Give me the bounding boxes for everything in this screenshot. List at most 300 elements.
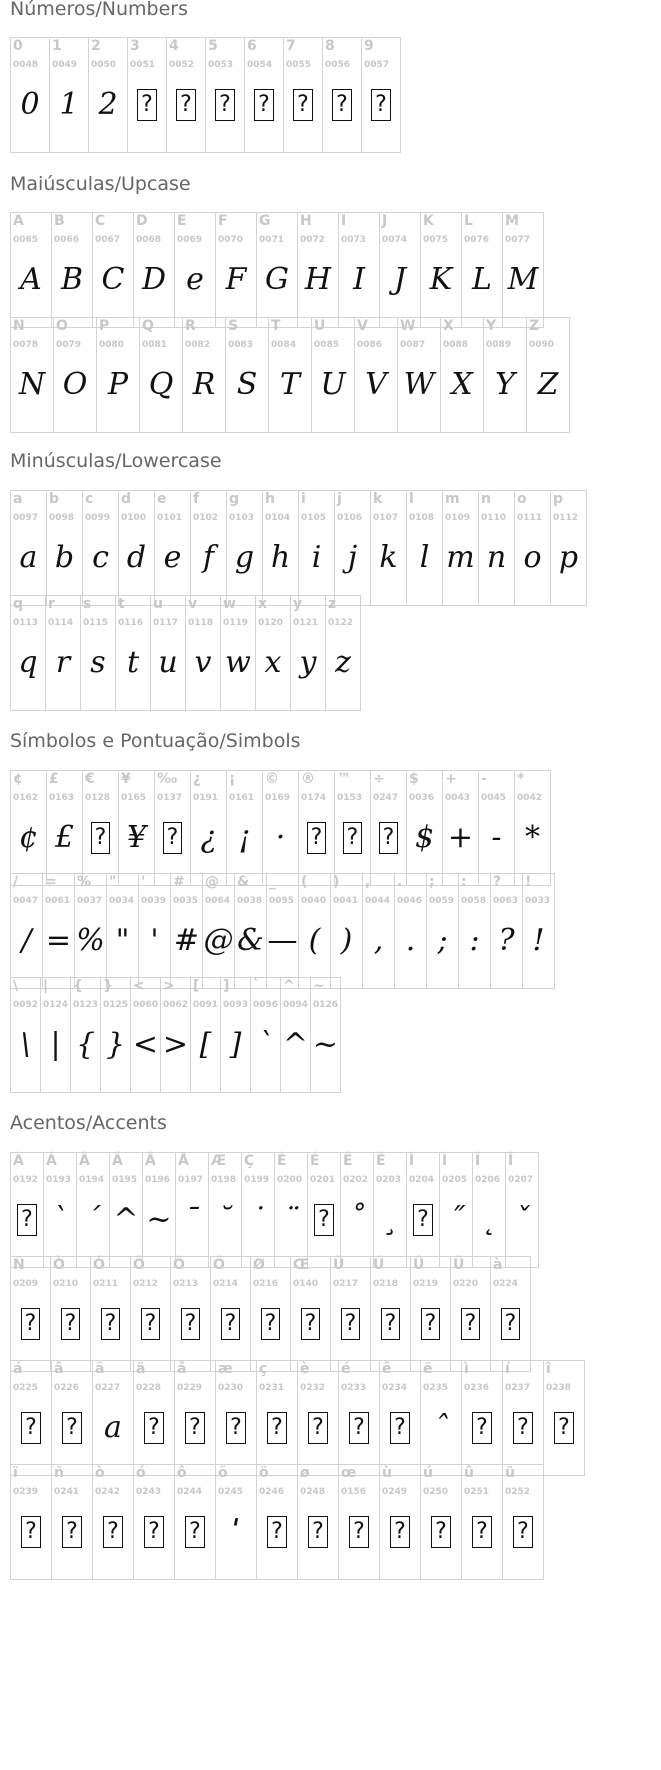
- character-code: 0080: [99, 340, 125, 350]
- glyph-preview: s: [90, 645, 106, 680]
- glyph-preview: q: [18, 645, 38, 680]
- glyph-preview: [251, 1307, 290, 1341]
- character-label: W: [400, 318, 416, 334]
- character-label: R: [185, 318, 196, 334]
- character-code: 0081: [142, 340, 168, 350]
- missing-glyph-box: ?: [307, 822, 327, 854]
- glyph-cell: [139, 317, 183, 433]
- character-code: 0098: [49, 513, 75, 523]
- glyph-cell: [472, 1152, 506, 1268]
- glyph-preview: X: [451, 367, 473, 402]
- character-label: ö: [259, 1465, 269, 1481]
- missing-glyph-box: ?: [215, 89, 235, 121]
- glyph-preview: ¥: [126, 820, 147, 855]
- missing-glyph-box: ?: [332, 89, 352, 121]
- missing-glyph-box: ?: [314, 1204, 334, 1236]
- character-code: 0162: [13, 793, 39, 803]
- glyph-preview: ?: [498, 923, 515, 958]
- glyph-cell: [170, 1256, 211, 1372]
- missing-glyph-box: ?: [221, 1308, 241, 1340]
- glyph-preview: -: [491, 820, 502, 855]
- character-code: 0109: [445, 513, 471, 523]
- glyph-row: [10, 490, 586, 606]
- character-label: :: [461, 874, 467, 890]
- glyph-cell: [394, 873, 427, 989]
- glyph-preview: +: [447, 820, 474, 855]
- character-code: 0112: [553, 513, 579, 523]
- character-code: 0202: [343, 1175, 369, 1185]
- glyph-cell: [241, 1152, 275, 1268]
- character-label: ;: [429, 874, 435, 890]
- character-label: ": [109, 874, 117, 890]
- character-label: í: [505, 1361, 510, 1377]
- character-label: h: [265, 491, 275, 507]
- character-label: %: [77, 874, 92, 890]
- character-label: {: [73, 978, 83, 994]
- glyph-row: [10, 212, 543, 328]
- character-code: 0085: [314, 340, 340, 350]
- character-code: 0241: [54, 1487, 80, 1497]
- glyph-cell: [215, 1360, 257, 1476]
- character-code: 0051: [130, 60, 156, 70]
- character-code: 0246: [259, 1487, 285, 1497]
- character-label: q: [13, 596, 24, 612]
- character-code: 0120: [258, 618, 284, 628]
- glyph-cell: [439, 1152, 473, 1268]
- glyph-cell: [410, 1256, 451, 1372]
- glyph-cell: [338, 1360, 380, 1476]
- glyph-preview: D: [141, 262, 167, 297]
- glyph-cell: [82, 770, 119, 886]
- glyph-preview: [323, 88, 361, 122]
- character-label: Æ: [211, 1153, 227, 1169]
- glyph-cell: [115, 595, 151, 711]
- character-label: ®: [301, 771, 315, 787]
- glyph-cell: [82, 490, 119, 606]
- character-code: 0061: [45, 896, 71, 906]
- glyph-preview: ^: [113, 1202, 139, 1237]
- missing-glyph-box: ?: [144, 1516, 164, 1548]
- character-code: 0195: [112, 1175, 138, 1185]
- character-label: $: [409, 771, 419, 787]
- character-label: Ô: [133, 1257, 145, 1273]
- glyph-preview: ¿: [200, 820, 217, 855]
- character-code: 0235: [423, 1383, 449, 1393]
- glyph-preview: ˆ: [433, 1410, 449, 1445]
- missing-glyph-box: ?: [267, 1412, 287, 1444]
- glyph-row: [10, 1360, 584, 1476]
- character-code: 0064: [205, 896, 231, 906]
- glyph-preview: Z: [537, 367, 559, 402]
- character-label: O: [56, 318, 68, 334]
- character-code: 0036: [409, 793, 435, 803]
- character-code: 0228: [136, 1383, 162, 1393]
- glyph-preview: m: [446, 540, 475, 575]
- glyph-preview: e: [163, 540, 182, 575]
- glyph-preview: y: [299, 645, 317, 680]
- glyph-preview: =: [45, 923, 72, 958]
- character-label: J: [382, 213, 388, 229]
- glyph-preview: r: [55, 645, 71, 680]
- glyph-preview: w: [225, 645, 251, 680]
- character-label: Ò: [53, 1257, 65, 1273]
- character-label: M: [505, 213, 519, 229]
- character-label: Ã: [112, 1153, 123, 1169]
- character-code: 0225: [13, 1383, 39, 1393]
- glyph-cell: [76, 1152, 110, 1268]
- character-code: 0201: [310, 1175, 336, 1185]
- character-label: ¢: [13, 771, 23, 787]
- glyph-preview: [206, 88, 244, 122]
- missing-glyph-box: ?: [103, 1516, 123, 1548]
- glyph-cell: [310, 977, 341, 1093]
- glyph-preview: a: [104, 1410, 122, 1445]
- glyph-preview: o: [523, 540, 542, 575]
- glyph-cell: [461, 1360, 503, 1476]
- character-code: 0084: [271, 340, 297, 350]
- glyph-cell: [10, 1256, 51, 1372]
- glyph-preview: {: [75, 1027, 96, 1062]
- glyph-cell: [215, 1464, 257, 1580]
- character-code: 0073: [341, 235, 367, 245]
- glyph-preview: &: [237, 923, 264, 958]
- character-label: 0: [13, 38, 23, 54]
- glyph-preview: `: [52, 1202, 68, 1237]
- character-code: 0067: [95, 235, 121, 245]
- character-code: 0206: [475, 1175, 501, 1185]
- character-code: 0035: [173, 896, 199, 906]
- character-code: 0111: [517, 513, 543, 523]
- glyph-row: [10, 873, 554, 989]
- character-label: ú: [423, 1465, 433, 1481]
- character-label: /: [13, 874, 19, 890]
- character-label: D: [136, 213, 148, 229]
- character-label: (: [301, 874, 308, 890]
- character-label: >: [163, 978, 175, 994]
- character-label: 4: [169, 38, 179, 54]
- character-label: S: [228, 318, 239, 334]
- glyph-cell: [88, 37, 128, 153]
- character-code: 0243: [136, 1487, 162, 1497]
- glyph-cell: [51, 1360, 93, 1476]
- glyph-preview: [299, 821, 334, 855]
- glyph-preview: ˛: [481, 1202, 497, 1237]
- glyph-preview: T: [279, 367, 300, 402]
- glyph-cell: [379, 1464, 421, 1580]
- character-code: 0211: [93, 1279, 119, 1289]
- character-code: 0236: [464, 1383, 490, 1393]
- glyph-preview: *: [525, 820, 540, 855]
- character-code: 0125: [103, 1000, 129, 1010]
- glyph-preview: [175, 1515, 215, 1549]
- glyph-preview: [503, 1515, 543, 1549]
- glyph-cell: [255, 595, 291, 711]
- glyph-preview: O: [62, 367, 88, 402]
- character-code: 0086: [357, 340, 383, 350]
- character-label: 3: [130, 38, 140, 54]
- character-code: 0156: [341, 1487, 367, 1497]
- glyph-cell: [514, 770, 551, 886]
- character-code: 0097: [13, 513, 39, 523]
- glyph-cell: [190, 977, 221, 1093]
- glyph-cell: [322, 37, 362, 153]
- character-label: &: [237, 874, 250, 890]
- missing-glyph-box: ?: [62, 1516, 82, 1548]
- character-code: 0056: [325, 60, 351, 70]
- character-label: ': [141, 874, 146, 890]
- missing-glyph-box: ?: [21, 1516, 41, 1548]
- glyph-cell: [461, 1464, 503, 1580]
- glyph-cell: [478, 770, 515, 886]
- character-label: Â: [79, 1153, 90, 1169]
- glyph-preview: C: [101, 262, 125, 297]
- glyph-cell: [256, 1464, 298, 1580]
- character-code: 0230: [218, 1383, 244, 1393]
- glyph-preview: [291, 1307, 330, 1341]
- character-label: `: [253, 978, 260, 994]
- character-label: <: [133, 978, 145, 994]
- glyph-cell: [174, 1360, 216, 1476]
- character-code: 0232: [300, 1383, 326, 1393]
- glyph-preview: t: [126, 645, 140, 680]
- glyph-preview: [462, 1411, 502, 1445]
- glyph-preview: ¡: [238, 820, 251, 855]
- glyph-cell: [90, 1256, 131, 1372]
- character-code: 0231: [259, 1383, 285, 1393]
- character-code: 0096: [253, 1000, 279, 1010]
- glyph-cell: [100, 977, 131, 1093]
- character-label: Ë: [376, 1153, 386, 1169]
- glyph-cell: [268, 317, 312, 433]
- glyph-cell: [406, 490, 443, 606]
- glyph-preview: [451, 1307, 490, 1341]
- glyph-cell: [215, 212, 257, 328]
- character-label: a: [13, 491, 23, 507]
- character-code: 0068: [136, 235, 162, 245]
- missing-glyph-box: ?: [226, 1412, 246, 1444]
- glyph-preview: H: [304, 262, 332, 297]
- character-label: Ñ: [13, 1257, 25, 1273]
- character-label: È: [277, 1153, 287, 1169]
- glyph-cell: [458, 873, 491, 989]
- character-label: g: [229, 491, 240, 507]
- glyph-cell: [325, 595, 361, 711]
- character-code: 0196: [145, 1175, 171, 1185]
- glyph-preview: K: [429, 262, 453, 297]
- section-title: Símbolos e Pontuação/Simbols: [10, 730, 301, 752]
- character-code: 0194: [79, 1175, 105, 1185]
- glyph-preview: j: [347, 540, 358, 575]
- missing-glyph-box: ?: [308, 1516, 328, 1548]
- character-code: 0057: [364, 60, 390, 70]
- character-code: 0053: [208, 60, 234, 70]
- glyph-preview: [93, 1515, 133, 1549]
- glyph-cell: [154, 770, 191, 886]
- character-label: F: [218, 213, 228, 229]
- character-label: N: [13, 318, 25, 334]
- glyph-cell: [10, 490, 47, 606]
- glyph-cell: [420, 1464, 462, 1580]
- glyph-cell: [370, 770, 407, 886]
- glyph-preview: [421, 1515, 461, 1549]
- missing-glyph-box: ?: [349, 1412, 369, 1444]
- character-label: 2: [91, 38, 101, 54]
- character-label: Ï: [508, 1153, 514, 1169]
- missing-glyph-box: ?: [421, 1308, 441, 1340]
- glyph-cell: [10, 977, 41, 1093]
- character-code: 0101: [157, 513, 183, 523]
- character-code: 0220: [453, 1279, 479, 1289]
- character-label: õ: [218, 1465, 228, 1481]
- glyph-preview: [51, 1307, 90, 1341]
- character-code: 0050: [91, 60, 117, 70]
- character-label: Ì: [409, 1153, 415, 1169]
- character-label: â: [54, 1361, 64, 1377]
- glyph-preview: p: [558, 540, 579, 575]
- glyph-preview: ˇ: [514, 1202, 530, 1237]
- character-code: 0226: [54, 1383, 80, 1393]
- missing-glyph-box: ?: [413, 1204, 433, 1236]
- glyph-preview: ~: [146, 1202, 172, 1237]
- character-code: 0245: [218, 1487, 244, 1497]
- glyph-cell: [142, 1152, 176, 1268]
- character-label: À: [13, 1153, 24, 1169]
- glyph-cell: [226, 770, 263, 886]
- character-label: |: [43, 978, 49, 994]
- missing-glyph-box: ?: [185, 1412, 205, 1444]
- glyph-preview: ^: [282, 1027, 309, 1062]
- character-label: H: [300, 213, 312, 229]
- glyph-preview: S: [236, 367, 258, 402]
- glyph-preview: @: [203, 923, 234, 958]
- glyph-preview: W: [403, 367, 435, 402]
- character-label: 1: [52, 38, 62, 54]
- glyph-cell: [450, 1256, 491, 1372]
- character-code: 0046: [397, 896, 423, 906]
- character-label: ü: [505, 1465, 515, 1481]
- character-label: [: [193, 978, 200, 994]
- character-label: s: [83, 596, 92, 612]
- glyph-preview: [339, 1411, 379, 1445]
- character-label: c: [85, 491, 94, 507]
- character-label: @: [205, 874, 219, 890]
- glyph-cell: [150, 595, 186, 711]
- character-code: 0115: [83, 618, 109, 628]
- character-code: 0116: [118, 618, 144, 628]
- missing-glyph-box: ?: [513, 1516, 533, 1548]
- character-label: i: [301, 491, 306, 507]
- glyph-cell: [130, 977, 161, 1093]
- character-label: Ù: [333, 1257, 345, 1273]
- glyph-cell: [225, 317, 269, 433]
- glyph-cell: [406, 1152, 440, 1268]
- glyph-cell: [440, 317, 484, 433]
- character-label: Ú: [373, 1257, 385, 1273]
- glyph-preview: [339, 1515, 379, 1549]
- character-label: Û: [413, 1257, 425, 1273]
- glyph-preview: [371, 1307, 410, 1341]
- glyph-preview: /: [21, 923, 32, 958]
- character-code: 0040: [301, 896, 327, 906]
- character-label: j: [337, 491, 342, 507]
- glyph-cell: [461, 212, 503, 328]
- glyph-cell: [51, 1464, 93, 1580]
- character-code: 0204: [409, 1175, 435, 1185]
- character-code: 0108: [409, 513, 435, 523]
- missing-glyph-box: ?: [267, 1516, 287, 1548]
- glyph-preview: ;: [437, 923, 448, 958]
- character-code: 0251: [464, 1487, 490, 1497]
- glyph-cell: [138, 873, 171, 989]
- glyph-preview: |: [50, 1027, 61, 1062]
- glyph-cell: [46, 770, 83, 886]
- missing-glyph-box: ?: [261, 1308, 281, 1340]
- character-code: 0041: [333, 896, 359, 906]
- glyph-preview: [155, 821, 190, 855]
- character-code: 0207: [508, 1175, 534, 1185]
- glyph-preview: [257, 1515, 297, 1549]
- character-code: 0047: [13, 896, 39, 906]
- glyph-cell: [208, 1152, 242, 1268]
- glyph-cell: [543, 1360, 585, 1476]
- character-label: Y: [486, 318, 497, 334]
- character-code: 0103: [229, 513, 255, 523]
- missing-glyph-box: ?: [371, 89, 391, 121]
- character-code: 0044: [365, 896, 391, 906]
- missing-glyph-box: ?: [472, 1412, 492, 1444]
- glyph-cell: [297, 212, 339, 328]
- character-label: á: [13, 1361, 23, 1377]
- glyph-cell: [373, 1152, 407, 1268]
- character-label: ‰: [157, 771, 178, 787]
- character-label: Ö: [213, 1257, 225, 1273]
- glyph-cell: [256, 212, 298, 328]
- glyph-preview: £: [54, 820, 75, 855]
- character-code: 0114: [48, 618, 74, 628]
- glyph-cell: [283, 37, 323, 153]
- character-label: \: [13, 978, 19, 994]
- glyph-cell: [175, 1152, 209, 1268]
- character-code: 0034: [109, 896, 135, 906]
- glyph-row: [10, 1464, 543, 1580]
- glyph-cell: [426, 873, 459, 989]
- character-code: 0118: [188, 618, 214, 628]
- glyph-cell: [514, 490, 551, 606]
- character-code: 0078: [13, 340, 39, 350]
- glyph-preview: [91, 1307, 130, 1341]
- glyph-cell: [490, 1256, 531, 1372]
- glyph-preview: [331, 1307, 370, 1341]
- character-code: 0169: [265, 793, 291, 803]
- glyph-cell: [280, 977, 311, 1093]
- character-label: 9: [364, 38, 374, 54]
- character-label: Å: [178, 1153, 189, 1169]
- character-label: ]: [223, 978, 230, 994]
- glyph-preview: g: [234, 540, 255, 575]
- glyph-preview: ˙: [250, 1202, 266, 1237]
- character-code: 0093: [223, 1000, 249, 1010]
- character-code: 0060: [133, 1000, 159, 1010]
- glyph-preview: .: [405, 923, 416, 958]
- glyph-cell: [127, 37, 167, 153]
- missing-glyph-box: ?: [17, 1204, 37, 1236]
- glyph-preview: u: [158, 645, 178, 680]
- character-label: ç: [259, 1361, 268, 1377]
- character-code: 0087: [400, 340, 426, 350]
- glyph-preview: V: [365, 367, 387, 402]
- missing-glyph-box: ?: [62, 1412, 82, 1444]
- glyph-preview: G: [265, 262, 289, 297]
